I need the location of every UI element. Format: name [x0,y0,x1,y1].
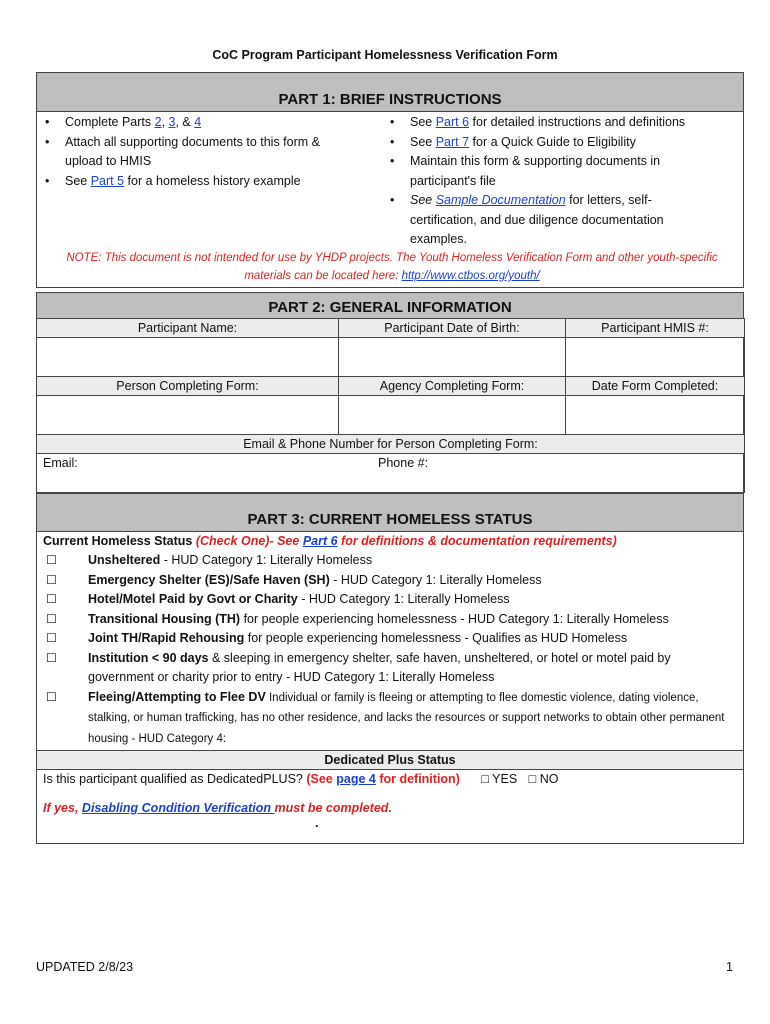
general-info-table [36,318,745,493]
yhdp-note: NOTE: This document is not intended for use by YHDP projects. The Youth Homeless Verification Form and other youth-specific materials can be located here: http://www.ctbos.org/youth/ [66,252,718,282]
status-option-description: - HUD Category 1: Literally Homeless [160,553,373,567]
status-option[interactable] [37,571,743,591]
email-field[interactable]: Email: [43,456,78,470]
participant-dob-field[interactable] [339,338,566,377]
status-option-description: - HUD Category 1: Literally Homeless [329,572,542,587]
status-option-title: Joint TH/Rapid Rehousing [88,631,245,645]
link-disabling-condition-verification[interactable]: Disabling Condition Verification [81,801,275,815]
instr-see-part6: • See Part 6 for detailed instructions and definitions [410,113,727,133]
link-ctbos-youth[interactable]: http://www.ctbos.org/youth/ [401,270,540,282]
instr-complete-parts: • Complete Parts 2, 3, & 4 [65,113,367,133]
link-part-4[interactable]: 4 [194,115,202,129]
label-date-completed: Date Form Completed: [566,377,745,396]
email-phone-row [37,454,745,493]
link-part-6-status[interactable]: Part 6 [302,534,338,548]
status-option-title: Hotel/Motel Paid by Govt or Charity [88,592,298,606]
link-page-4[interactable]: page 4 [336,772,376,786]
part1-left-list [37,113,367,191]
status-option[interactable] [37,590,743,610]
participant-hmis-field[interactable] [566,338,745,377]
instr-see-part7: • See Part 7 for a Quick Guide to Eligibility [410,133,727,153]
yes-checkbox[interactable]: □ YES [481,772,518,786]
participant-name-field[interactable] [37,338,339,377]
part1-heading: PART 1: BRIEF INSTRUCTIONS [37,73,743,112]
checkbox[interactable]: ☐ [46,650,57,665]
instr-attach: • Attach all supporting documents to this form & upload to HMIS [65,133,367,172]
status-option[interactable] [37,551,743,571]
instr-see-part5: • See Part 5 for a homeless history example [65,172,367,192]
status-option-title: Institution < 90 days [88,650,209,665]
status-option-description: for people experiencing homelessness - Qualifies as HUD Homeless [244,631,628,645]
link-sample-documentation[interactable]: Sample Documentation [435,193,566,207]
part1-section [36,72,744,288]
status-option[interactable] [37,629,743,649]
part1-right-list [382,113,727,250]
checkbox[interactable]: ☐ [46,611,57,626]
label-email-phone: Email & Phone Number for Person Completing Form: [37,435,745,454]
page-number: 1 [726,960,733,974]
part3-section [36,494,744,844]
link-part-3[interactable]: 3 [168,115,176,129]
phone-field[interactable]: Phone #: [378,456,429,470]
label-participant-name: Participant Name: [37,319,339,338]
label-participant-dob: Participant Date of Birth: [339,319,566,338]
status-option-description: & sleeping in emergency shelter, safe haven, unsheltered, or hotel or motel paid by government or charity prior to entry - HUD Category 1: Literally Homeless [88,650,671,684]
date-completed-field[interactable] [566,396,745,435]
status-option-title: Fleeing/Attempting to Flee DV [88,689,266,704]
dedicated-plus-question: Is this participant qualified as DedicatedPLUS? (See page 4 for definition) □ YES □ NO [43,772,559,786]
status-option-title: Emergency Shelter (ES)/Safe Haven (SH) [88,572,330,587]
form-title: CoC Program Participant Homelessness Verification Form [212,48,558,62]
status-instructions: Current Homeless Status (Check One)- See Part 6 for definitions & documentation requirements) [43,534,617,548]
checkbox[interactable]: ☐ [46,572,57,587]
label-participant-hmis: Participant HMIS #: [566,319,745,338]
link-part-7[interactable]: Part 7 [435,134,470,149]
status-option[interactable] [37,649,743,688]
instr-maintain: • Maintain this form & supporting documents in participant's file [410,152,727,191]
status-option-title: Transitional Housing (TH) [88,611,241,626]
status-option-description: - HUD Category 1: Literally Homeless [297,592,510,606]
checkbox[interactable]: ☐ [46,631,57,645]
checkbox[interactable]: ☐ [46,592,57,606]
homeless-status-options [37,551,743,749]
agency-completing-field[interactable] [339,396,566,435]
instr-sample-docs: • See Sample Documentation for letters, self-certification, and due diligence documentation examples. [410,191,727,250]
status-option-title: Unsheltered [88,553,161,567]
link-part-2[interactable]: 2 [154,115,162,129]
part2-section [36,292,744,494]
checkbox[interactable]: ☐ [46,553,57,567]
checkbox[interactable]: ☐ [46,689,57,704]
link-part-6[interactable]: Part 6 [435,115,470,129]
dedicated-plus-heading: Dedicated Plus Status [37,750,743,770]
status-option[interactable] [37,688,743,750]
part2-heading: PART 2: GENERAL INFORMATION [37,293,743,319]
label-agency-completing: Agency Completing Form: [339,377,566,396]
footer-updated: UPDATED 2/8/23 [36,960,134,974]
status-option-description: Individual or family is fleeing or attempting to flee domestic violence, dating violence, stalking, or human trafficking, has no other residence, and lacks the resources or support networks to obtain other permanent housing - HUD Category 4: [88,691,725,745]
link-part-5[interactable]: Part 5 [90,173,125,188]
person-completing-field[interactable] [37,396,339,435]
if-yes-instruction: If yes, Disabling Condition Verification must be completed. [43,801,392,815]
no-checkbox[interactable]: □ NO [528,772,559,786]
stray-dot: . [315,816,319,830]
status-option[interactable] [37,610,743,630]
label-person-completing: Person Completing Form: [37,377,339,396]
status-option-description: for people experiencing homelessness - HUD Category 1: Literally Homeless [240,611,669,626]
part3-heading: PART 3: CURRENT HOMELESS STATUS [37,494,743,532]
